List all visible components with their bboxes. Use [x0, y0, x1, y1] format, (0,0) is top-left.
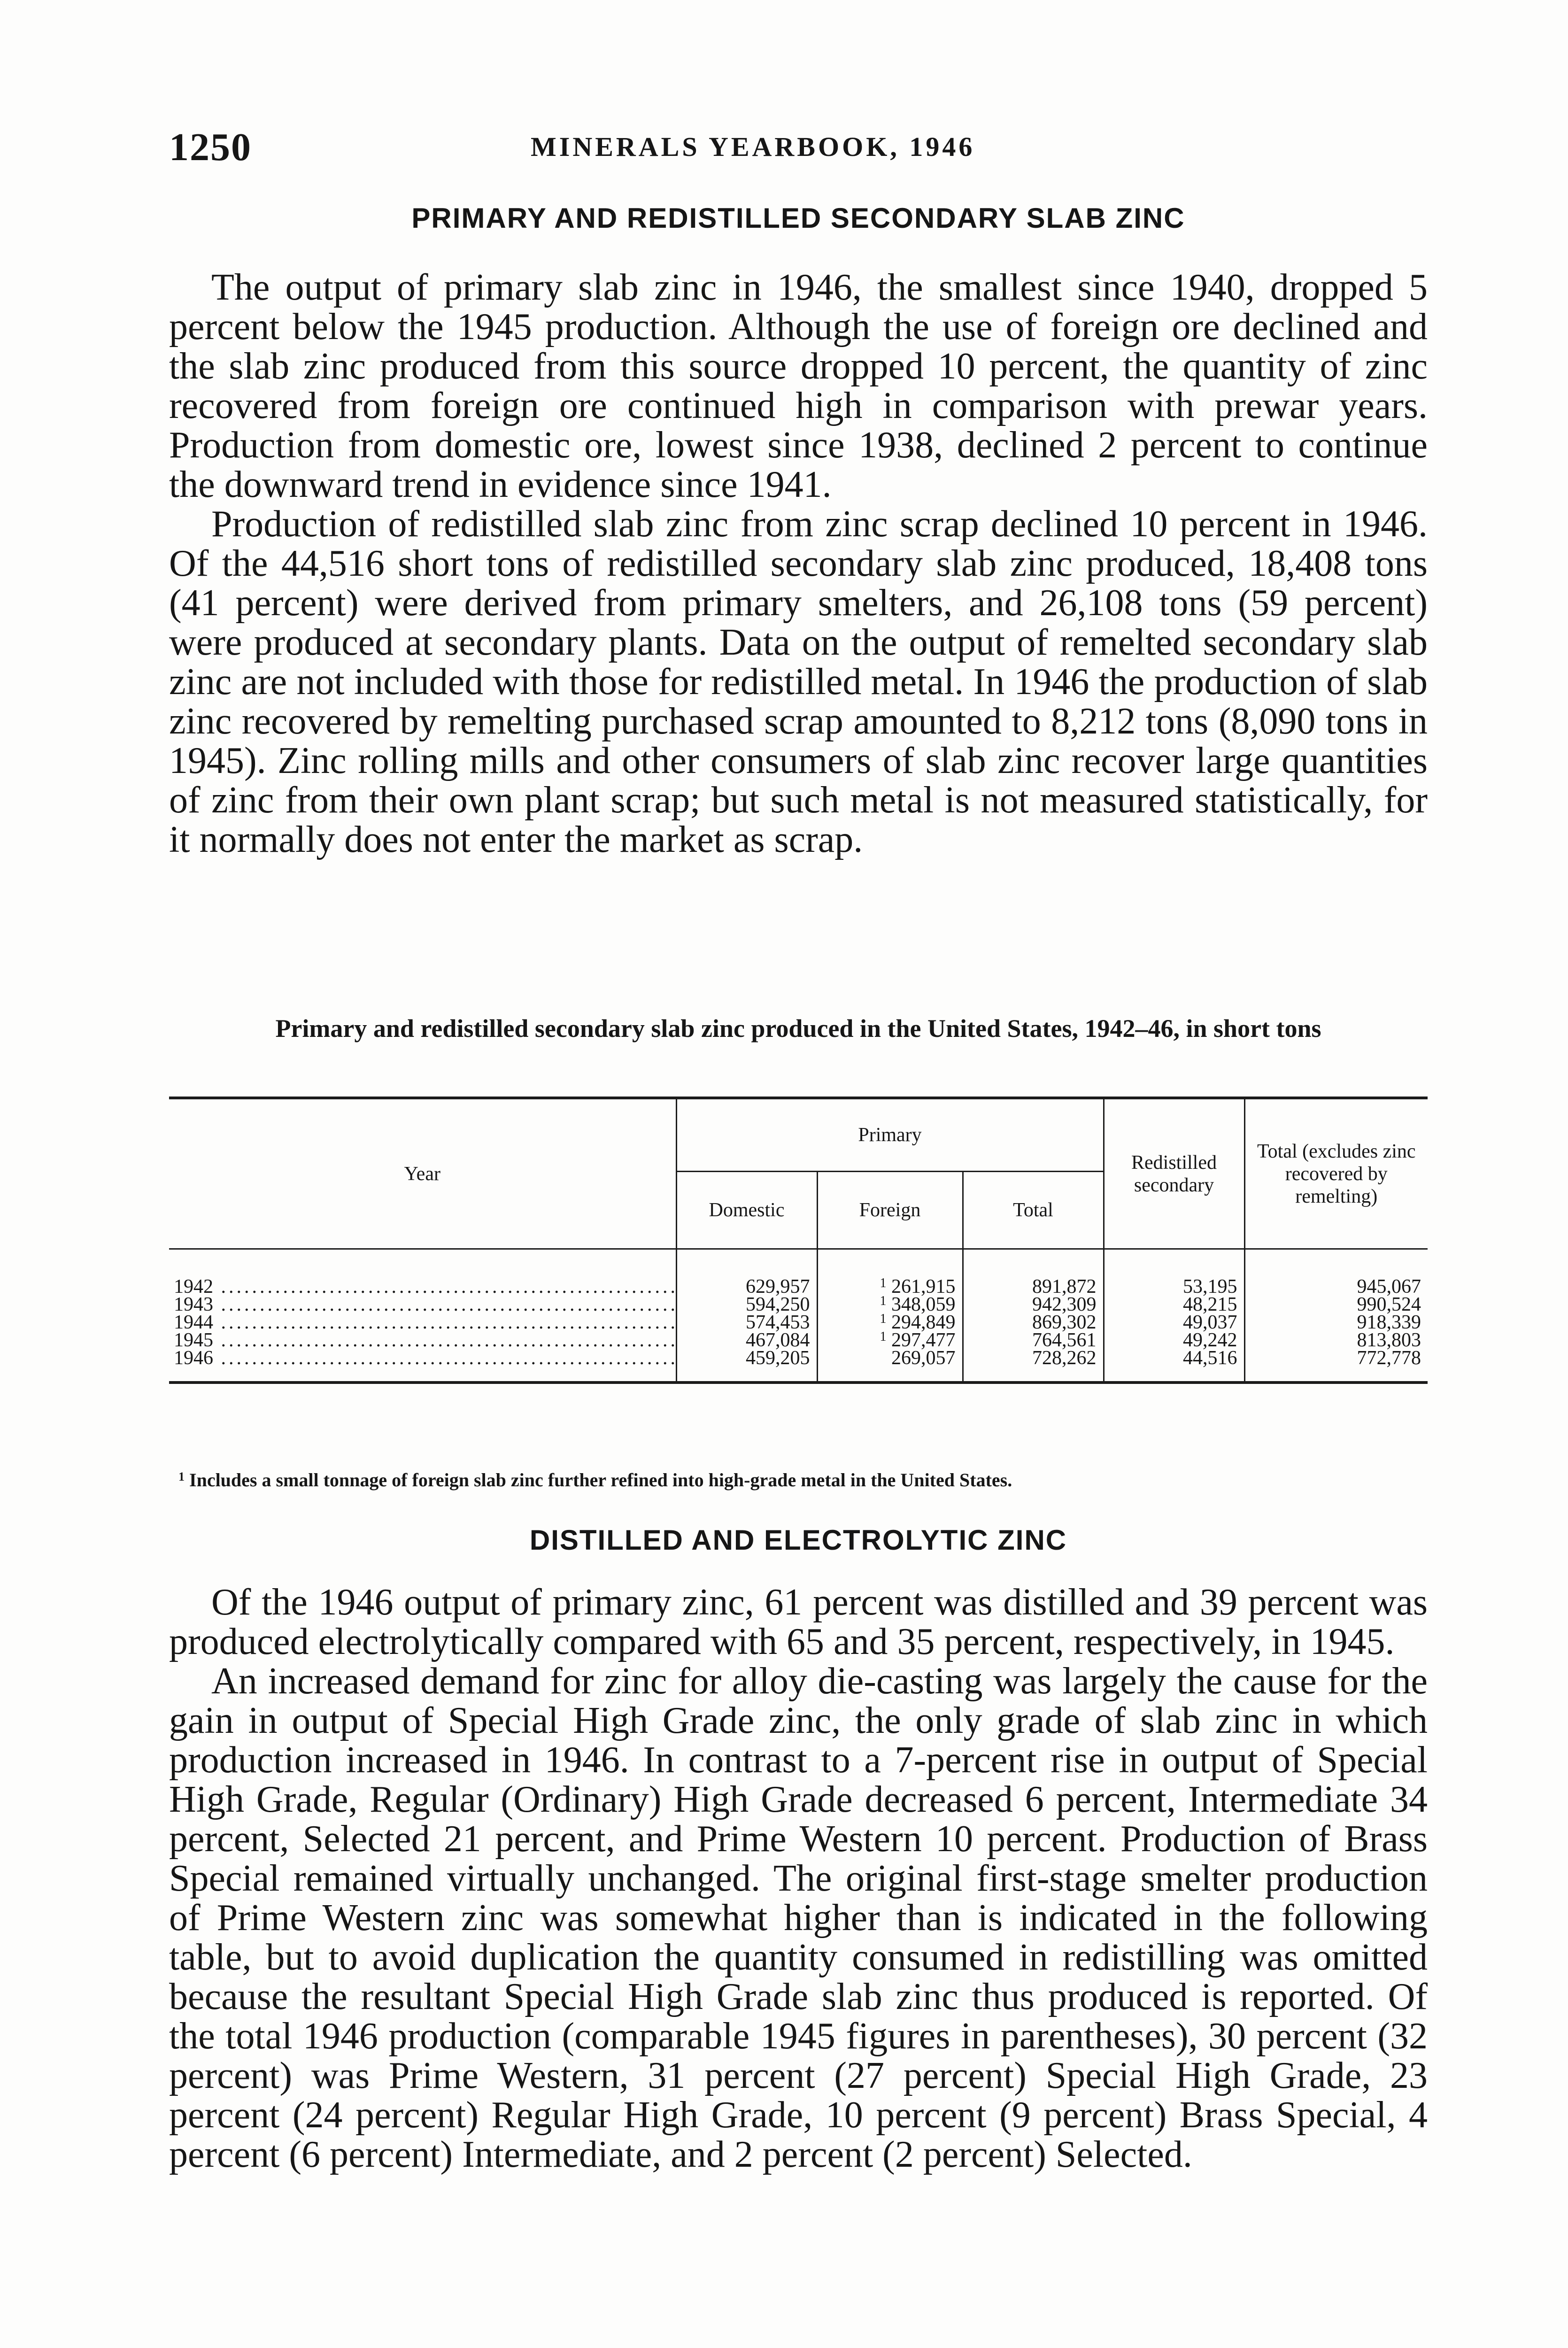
paragraph-primary-output-split: Of the 1946 output of primary zinc, 61 percent was distilled and 39 percent was produced electrolytically compared with 65 and 35 percent, respectively, in 1945.: [169, 1582, 1428, 1662]
foreign-cell: $^1$ 297,477: [817, 1331, 963, 1349]
domestic-cell: 574,453: [676, 1313, 817, 1331]
table-row: [169, 1331, 1428, 1349]
domestic-cell: 629,957: [676, 1249, 817, 1296]
redistilled-cell: 49,242: [1104, 1331, 1244, 1349]
footnote-text: Includes a small tonnage of foreign slab zinc further refined into high-grade metal in the United States.: [189, 1469, 1012, 1491]
year-cell: 1942 .....: [169, 1249, 676, 1296]
table-bottom-rule: [169, 1383, 1428, 1387]
table-row: [169, 1249, 1428, 1296]
paragraph-output-primary: The output of primary slab zinc in 1946, the smallest since 1940, dropped 5 percent below the 1945 production. Although the use of foreign ore declined and the slab zinc produced from this source dropped 10 percent, the quantity of zinc recovered from foreign ore continued high in comparison with prewar years. Production from domestic ore, lowest since 1938, declined 2 percent to continue the downward trend in evidence since 1941.: [169, 267, 1428, 505]
footnote-marker: 1: [880, 1312, 887, 1326]
page-number: 1250: [169, 125, 252, 169]
total-cell: 942,309: [963, 1296, 1104, 1313]
header-year: Year: [169, 1098, 676, 1249]
total-cell: 728,262: [963, 1349, 1104, 1383]
table-row: [169, 1313, 1428, 1331]
production-table: [169, 1097, 1428, 1387]
header-redistilled: Redistilled secondary: [1104, 1098, 1244, 1249]
year-cell: 1945 .....: [169, 1331, 676, 1349]
running-head: [169, 124, 1428, 176]
domestic-cell: 467,084: [676, 1331, 817, 1349]
total-cell: 891,872: [963, 1249, 1104, 1296]
table-caption: Primary and redistilled secondary slab zinc produced in the United States, 1942–46, in short tons: [275, 1014, 1321, 1043]
total-excl-cell: 945,067: [1244, 1249, 1428, 1296]
redistilled-cell: 53,195: [1104, 1249, 1244, 1296]
total-cell: 764,561: [963, 1331, 1104, 1349]
year-cell: 1946 .....: [169, 1349, 676, 1383]
header-foreign: Foreign: [817, 1172, 963, 1249]
redistilled-cell: 48,215: [1104, 1296, 1244, 1313]
total-excl-cell: 918,339: [1244, 1313, 1428, 1331]
footnote-marker: 1: [880, 1329, 887, 1344]
header-total-excl: Total (excludes zinc recovered by remelting): [1244, 1098, 1428, 1249]
domestic-cell: 594,250: [676, 1296, 817, 1313]
total-excl-cell: 990,524: [1244, 1296, 1428, 1313]
table-row: [169, 1349, 1428, 1383]
foreign-cell: $^1$ 294,849: [817, 1313, 963, 1331]
domestic-cell: 459,205: [676, 1349, 817, 1383]
foreign-cell: 269,057: [817, 1349, 963, 1383]
footnote-number: 1: [178, 1470, 185, 1483]
running-title: MINERALS YEARBOOK, 1946: [531, 131, 975, 162]
table-footnote: [178, 1469, 1428, 1491]
section-body-primary-slab-zinc: [169, 268, 1428, 859]
foreign-cell: $^1$ 261,915: [817, 1249, 963, 1296]
section-heading-primary-slab-zinc: PRIMARY AND REDISTILLED SECONDARY SLAB ZINC: [411, 202, 1185, 234]
redistilled-cell: 44,516: [1104, 1349, 1244, 1383]
redistilled-cell: 49,037: [1104, 1313, 1244, 1331]
footnote-marker: 1: [880, 1294, 887, 1308]
header-primary: Primary: [676, 1098, 1104, 1172]
total-cell: 869,302: [963, 1313, 1104, 1331]
total-excl-cell: 772,778: [1244, 1349, 1428, 1383]
section-body-distilled-electrolytic: [169, 1583, 1428, 2174]
header-domestic: Domestic: [676, 1172, 817, 1249]
total-excl-cell: 813,803: [1244, 1331, 1428, 1349]
year-cell: 1944 .....: [169, 1313, 676, 1331]
foreign-cell: $^1$ 348,059: [817, 1296, 963, 1313]
paragraph-redistilled: Production of redistilled slab zinc from zinc scrap declined 10 percent in 1946. Of the 44,516 short tons of redistilled secondary slab zinc produced, 18,408 tons (41 percent) were derived from primary smelters, and 26,108 tons (59 percent) were produced at secondary plants. Data on the output of remelted secondary slab zinc are not included with those for redistilled metal. In 1946 the production of slab zinc recovered by remelting purchased scrap amounted to 8,212 tons (8,090 tons in 1945). Zinc rolling mills and other consumers of slab zinc recover large quantities of zinc from their own plant scrap; but such metal is not measured statistically, for it normally does not enter the market as scrap.: [169, 503, 1428, 860]
header-total: Total: [963, 1172, 1104, 1249]
footnote-marker: 1: [880, 1276, 887, 1290]
year-cell: 1943 .....: [169, 1296, 676, 1313]
section-heading-distilled-electrolytic: DISTILLED AND ELECTROLYTIC ZINC: [529, 1524, 1067, 1556]
table-row: [169, 1296, 1428, 1313]
paragraph-grades: An increased demand for zinc for alloy die-casting was largely the cause for the gain in output of Special High Grade zinc, the only grade of slab zinc in which production increased in 1946. In contrast to a 7-percent rise in output of Special High Grade, Regular (Ordinary) High Grade decreased 6 percent, Intermediate 34 percent, Selected 21 percent, and Prime Western 10 percent. Production of Brass Special remained virtually unchanged. The original first-stage smelter production of Prime Western zinc was somewhat higher than is indicated in the following table, but to avoid duplication the quantity consumed in redistilling was omitted because the resultant Special High Grade slab zinc thus produced is reported. Of the total 1946 production (comparable 1945 figures in parentheses), 30 percent (32 percent) was Prime Western, 31 percent (27 percent) Special High Grade, 23 percent (24 percent) Regular High Grade, 10 percent (9 percent) Brass Special, 4 percent (6 percent) Intermediate, and 2 percent (2 percent) Selected.: [169, 1661, 1428, 2175]
